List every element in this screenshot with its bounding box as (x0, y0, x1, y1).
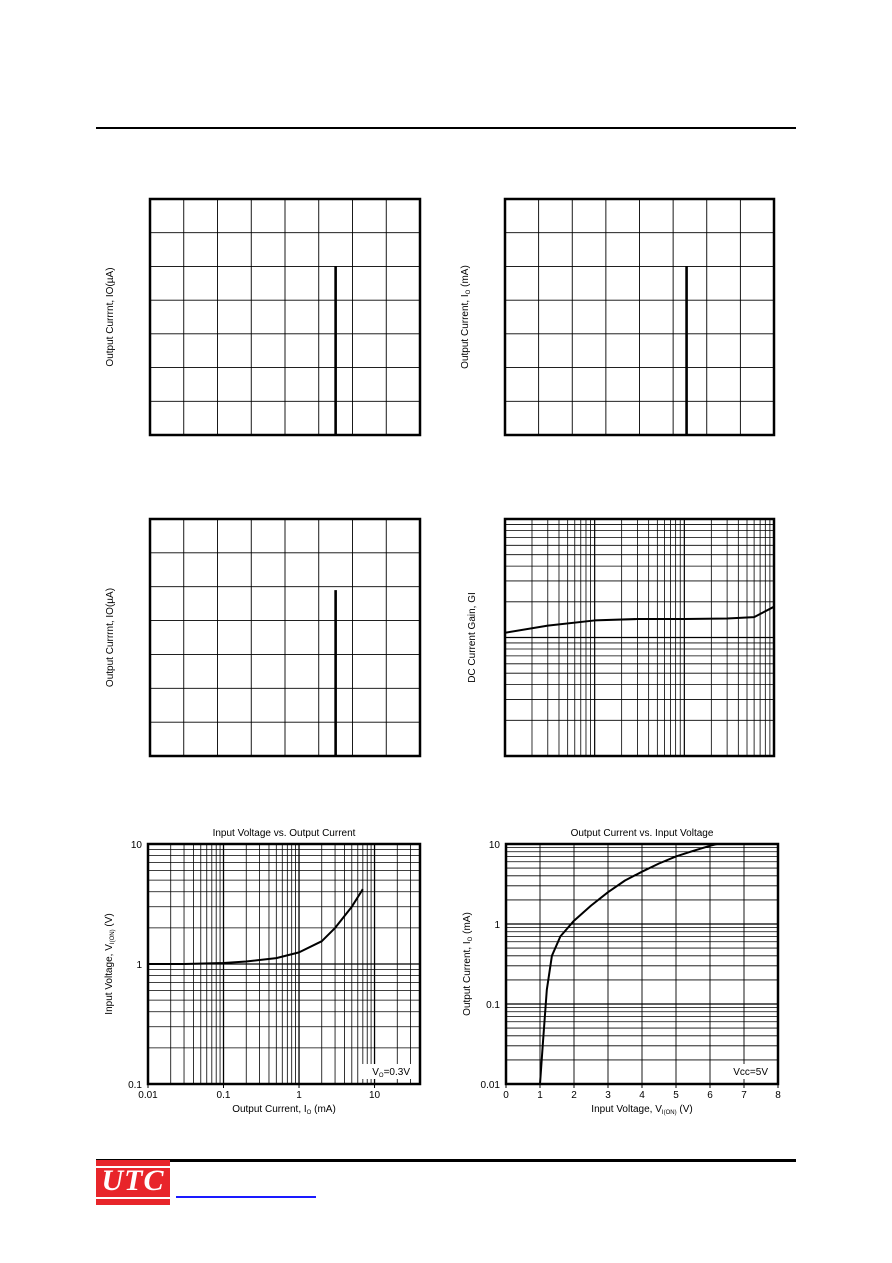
label-part: (mA) (460, 265, 471, 290)
x-tick-label: 4 (639, 1090, 645, 1101)
chart-c5 (104, 828, 420, 1116)
y-tick-label: 0.1 (128, 1080, 142, 1091)
y-tick-label: 10 (130, 840, 142, 851)
label-part: Input Voltage, V (591, 1104, 662, 1115)
label-part: O (468, 936, 474, 942)
chart-title: Output Current vs. Input Voltage (570, 828, 714, 839)
series-line (148, 889, 363, 964)
series-line (505, 607, 774, 633)
x-tick-label: 1 (537, 1090, 543, 1101)
label-part: =0.3V (383, 1067, 410, 1078)
x-axis-label (591, 1104, 692, 1116)
x-tick-label: 6 (707, 1090, 713, 1101)
y-tick-label: 0.01 (480, 1080, 500, 1091)
label-part: (mA) (311, 1104, 336, 1115)
x-tick-label: 7 (741, 1090, 747, 1101)
y-tick-label: 10 (488, 840, 500, 851)
y-axis-label: DC Current Gain, GI (467, 592, 478, 683)
chart-c4 (467, 519, 774, 756)
condition-label: Vcc=5V (733, 1067, 768, 1078)
x-tick-label: 2 (571, 1090, 577, 1101)
label-part: O (306, 1110, 312, 1116)
label-part: (V) (676, 1104, 693, 1115)
label-part: (V) (104, 913, 115, 930)
footer-rule (96, 1159, 796, 1162)
logo-text: UTC (101, 1164, 165, 1197)
chart-c6 (462, 828, 781, 1116)
label-part: V (372, 1067, 379, 1078)
y-axis-label: Output Currrnt, IO(µA) (105, 267, 116, 367)
x-tick-label: 0.01 (138, 1090, 158, 1101)
y-axis-label (460, 265, 472, 369)
label-part: (mA) (462, 912, 473, 937)
label-part: O (378, 1073, 384, 1079)
chart-title: Input Voltage vs. Output Current (212, 828, 356, 839)
chart-c2 (460, 199, 774, 435)
chart-c3 (105, 519, 420, 756)
label-part: I(ON) (661, 1110, 677, 1116)
label-part: Input Voltage, V (104, 944, 115, 1015)
y-tick-label: 0.1 (486, 1000, 500, 1011)
y-axis-label: Output Currrnt, IO(µA) (105, 587, 116, 688)
x-tick-label: 0.1 (216, 1090, 231, 1101)
x-tick-label: 1 (296, 1090, 302, 1101)
x-axis-label (232, 1104, 336, 1116)
y-axis-label (462, 912, 474, 1016)
label-part: O (466, 289, 472, 295)
y-tick-label: 1 (136, 960, 142, 971)
website-link-underline[interactable] (176, 1196, 316, 1198)
label-part: I(ON) (110, 929, 116, 945)
series-line (540, 844, 717, 1084)
x-tick-label: 10 (368, 1090, 381, 1101)
label-part: Output Current, I (462, 941, 473, 1016)
chart-c1 (105, 199, 420, 435)
x-tick-label: 3 (605, 1090, 611, 1101)
y-axis-label (104, 913, 116, 1014)
x-tick-label: 0 (503, 1090, 509, 1101)
y-tick-label: 1 (494, 920, 500, 931)
label-part: Output Current, I (232, 1104, 307, 1115)
x-tick-label: 5 (673, 1090, 679, 1101)
condition-label (372, 1067, 410, 1079)
label-part: Output Current, I (460, 294, 471, 369)
x-tick-label: 8 (775, 1090, 781, 1101)
utc-logo (96, 1160, 170, 1205)
